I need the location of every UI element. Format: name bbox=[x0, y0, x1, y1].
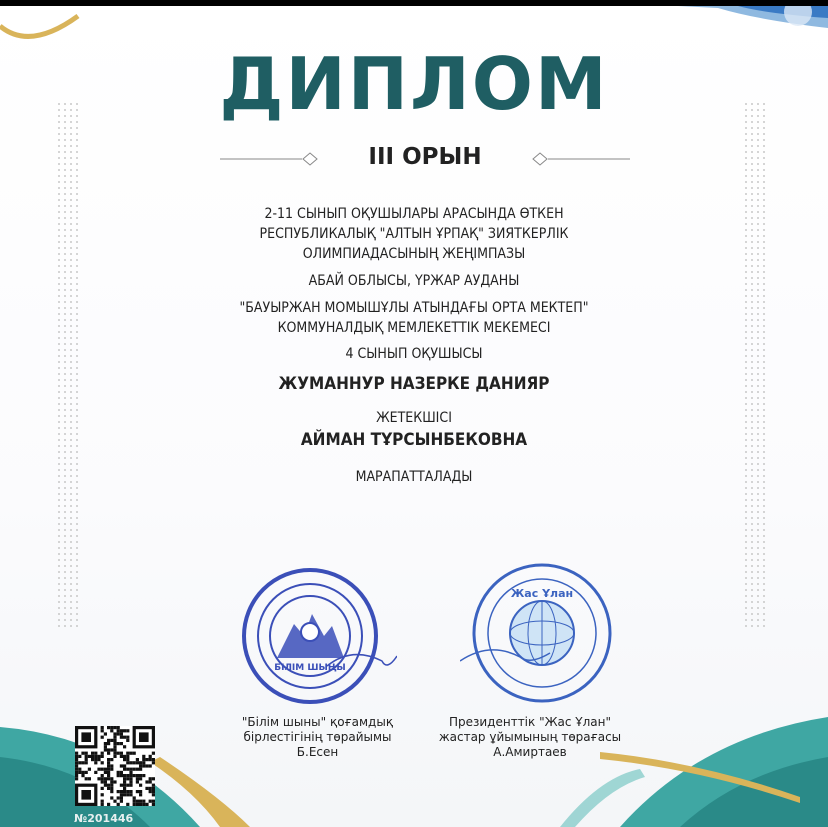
awarded-label: МАРАПАТТАЛАДЫ bbox=[355, 469, 473, 485]
right-stamp-text: Жас Ұлан bbox=[510, 587, 574, 600]
left-signature-line-1: "Білім шыны" қоғамдық bbox=[241, 715, 394, 729]
desc-line-3: ОЛИМПИАДАСЫНЫҢ ЖЕҢІМПАЗЫ bbox=[302, 246, 526, 262]
region-line: АБАЙ ОБЛЫСЫ, ҮРЖАР АУДАНЫ bbox=[308, 273, 520, 289]
place-row bbox=[220, 144, 630, 176]
left-stamp-text: БІЛІМ ШЫҢЫ bbox=[274, 663, 346, 673]
school-line-2: КОММУНАЛДЫҚ МЕМЛЕКЕТТІК МЕКЕМЕСІ bbox=[277, 320, 551, 336]
right-stamp bbox=[460, 561, 625, 706]
grade-line: 4 СЫНЫП ОҚУШЫСЫ bbox=[345, 346, 483, 362]
diploma-paper bbox=[0, 6, 828, 827]
right-dots-decoration bbox=[742, 101, 770, 631]
desc-line-1: 2-11 СЫНЫП ОҚУШЫЛАРЫ АРАСЫНДА ӨТКЕН bbox=[264, 206, 564, 222]
place-label: III ОРЫН bbox=[368, 144, 482, 170]
supervisor-label: ЖЕТЕКШІСІ bbox=[376, 410, 452, 426]
right-signature-line-1: Президенттік "Жас Ұлан" bbox=[448, 715, 612, 729]
right-signature-block bbox=[430, 715, 630, 760]
left-dots-decoration bbox=[55, 101, 83, 631]
right-diamond-divider bbox=[530, 152, 630, 166]
student-name: ЖУМАННУР НАЗЕРКЕ ДАНИЯР bbox=[278, 374, 550, 394]
left-signature-line-2: бірлестігінің төрайымы bbox=[243, 730, 392, 744]
left-signature-name: Б.Есен bbox=[296, 745, 339, 759]
right-signature-line-2: жастар ұйымының төрағасы bbox=[438, 730, 622, 744]
diploma-title: ДИПЛОМ bbox=[219, 42, 609, 126]
school-line-1: "БАУЫРЖАН МОМЫШҰЛЫ АТЫНДАҒЫ ОРТА МЕКТЕП" bbox=[239, 300, 589, 316]
left-signature-block bbox=[225, 715, 410, 760]
qr-number: №201446 bbox=[74, 812, 134, 825]
right-signature-name: А.Амиртаев bbox=[493, 745, 567, 759]
supervisor-name: АЙМАН ТҰРСЫНБЕКОВНА bbox=[300, 430, 528, 450]
desc-line-2: РЕСПУБЛИКАЛЫҚ "АЛТЫН ҰРПАҚ" ЗИЯТКЕРЛІК bbox=[259, 226, 569, 242]
qr-code[interactable] bbox=[75, 726, 155, 806]
left-stamp bbox=[232, 566, 397, 706]
